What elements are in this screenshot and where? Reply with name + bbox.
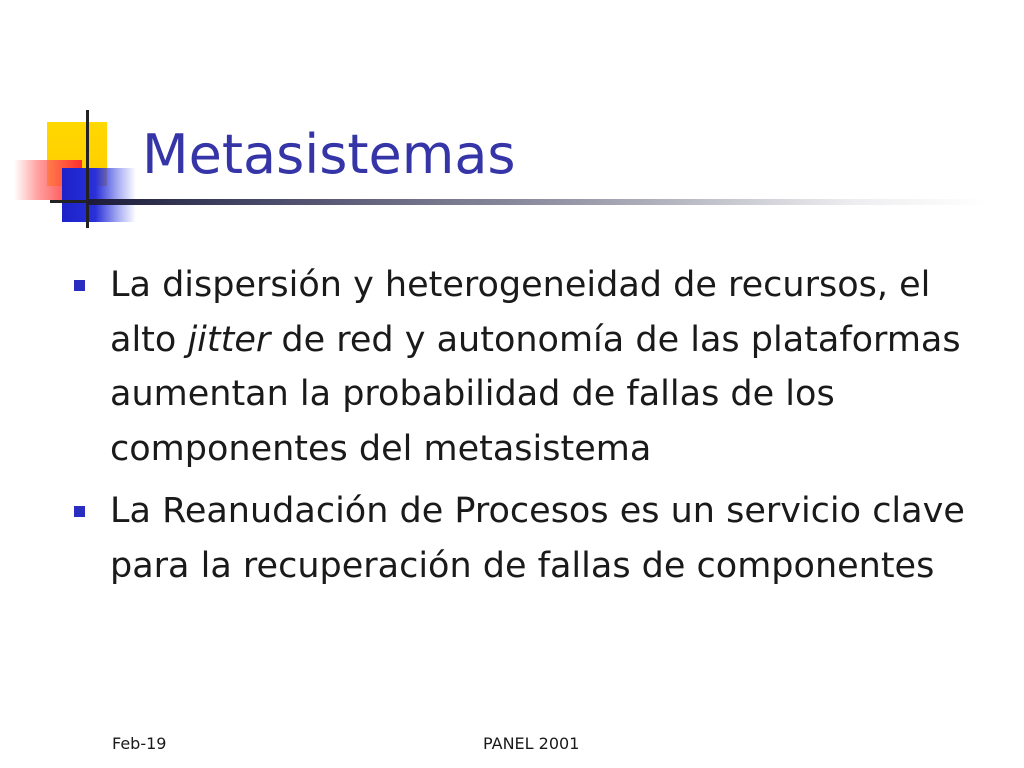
- footer-center-text: PANEL 2001: [483, 734, 580, 753]
- bullet-item-1: [70, 258, 990, 476]
- vertical-crosshair-line: [86, 110, 89, 228]
- square-bullet-icon: [74, 280, 85, 291]
- bullet-text-part: La dispersión y heterogeneidad de recursos, el alto: [110, 265, 931, 360]
- slide-title: Metasistemas: [142, 123, 516, 186]
- bullet-text-part: La Reanudación de Procesos es un servicio clave para la recuperación de fallas de componentes: [110, 491, 965, 586]
- bullet-item-2: [70, 484, 990, 593]
- title-underline-rule: [88, 199, 988, 205]
- square-bullet-icon: [74, 506, 85, 517]
- footer-date: Feb-19: [112, 734, 167, 753]
- bullet-text: [110, 491, 965, 586]
- bullet-text-italic-part: jitter: [187, 319, 271, 360]
- blue-square: [62, 168, 136, 222]
- bullet-list: [70, 258, 990, 601]
- bullet-text-part: de red y autonomía de las plataformas aumentan la probabilidad de fallas de los componentes del metasistema: [110, 319, 961, 469]
- bullet-text: [110, 265, 961, 469]
